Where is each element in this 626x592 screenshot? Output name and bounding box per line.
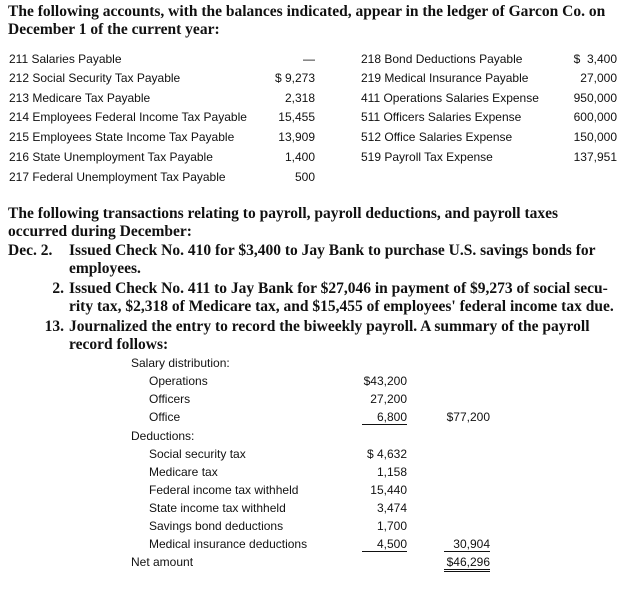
transaction-text: Journalized the entry to record the biweekly payroll. A summary of the payroll [69,318,590,335]
account-label: 217 Federal Unemployment Tax Payable [9,170,226,184]
account-amount: 137,951 [573,150,617,164]
account-amount: 27,000 [580,71,617,85]
account-amount: 1,400 [284,150,315,164]
deduction-item-label: Medical insurance deductions [149,537,308,551]
salary-item-label: Office [149,410,181,424]
account-label: 216 State Unemployment Tax Payable [9,150,213,164]
account-amount: 950,000 [573,91,617,105]
salary-item-label: Officers [149,392,191,406]
deduction-item-amount: 3,474 [376,501,407,515]
salary-item-amount: $43,200 [363,374,407,388]
account-amount: 500 [294,170,315,184]
transaction-text: Issued Check No. 410 for $3,400 to Jay Bank to purchase U.S. savings bonds for [69,242,596,259]
net-amount-label: Net amount [131,555,194,569]
deduction-item-label: Federal income tax withheld [149,483,299,497]
transaction-date: Dec. 2. [8,242,53,259]
transaction-text: employees. [69,260,141,277]
transaction-text: rity tax, $2,318 of Medicare tax, and $15,455 of employees' federal income tax due. [69,298,614,315]
deduction-item-label: Medicare tax [149,465,218,479]
account-label: 411 Operations Salaries Expense [361,91,539,105]
account-label: 215 Employees State Income Tax Payable [9,130,235,144]
deduction-item-amount: $ 4,632 [366,447,407,461]
salary-total: $77,200 [446,410,490,424]
account-amount: 2,318 [284,91,315,105]
deduction-item-amount: 4,500 [362,537,407,552]
deduction-item-amount: 15,440 [370,483,407,497]
account-amount: — [303,52,315,66]
salary-item-amount: 27,200 [370,392,407,406]
deduction-item-amount: 1,158 [376,465,407,479]
account-label: 519 Payroll Tax Expense [361,150,493,164]
account-amount: 15,455 [278,110,315,124]
deduction-item-amount: 1,700 [376,519,407,533]
transaction-text: record follows: [69,336,169,353]
deductions-heading: Deductions: [131,429,195,443]
transactions-intro: The following transactions relating to payroll, payroll deductions, and payroll taxes occurred during December: [8,205,559,240]
deduction-item-label: Savings bond deductions [149,519,284,533]
account-label: 219 Medical Insurance Payable [361,71,529,85]
account-amount: 150,000 [573,130,617,144]
salary-heading: Salary distribution: [131,356,230,370]
account-amount: 13,909 [278,130,315,144]
account-label: 212 Social Security Tax Payable [9,71,181,85]
account-label: 211 Salaries Payable [9,52,122,66]
account-label: 218 Bond Deductions Payable [361,52,523,66]
salary-item-label: Operations [149,374,208,388]
net-amount-value: $46,296 [444,555,490,572]
deductions-total: 30,904 [444,537,490,552]
account-label: 512 Office Salaries Expense [361,130,513,144]
salary-item-amount: 6,800 [362,410,407,425]
intro-paragraph: The following accounts, with the balances indicated, appear in the ledger of Garcon Co. on December 1 of the current year: [8,3,606,38]
account-amount: $ 3,400 [573,52,617,66]
transaction-date: 13. [44,318,64,335]
transaction-text: Issued Check No. 411 to Jay Bank for $27,046 in payment of $9,273 of social secu- [69,280,608,297]
account-amount: 600,000 [573,110,617,124]
account-label: 214 Employees Federal Income Tax Payable [9,110,247,124]
account-label: 511 Officers Salaries Expense [361,110,522,124]
account-label: 213 Medicare Tax Payable [9,91,151,105]
account-amount: $ 9,273 [274,71,315,85]
deduction-item-label: Social security tax [149,447,246,461]
transaction-date: 2. [52,280,64,297]
deduction-item-label: State income tax withheld [149,501,286,515]
